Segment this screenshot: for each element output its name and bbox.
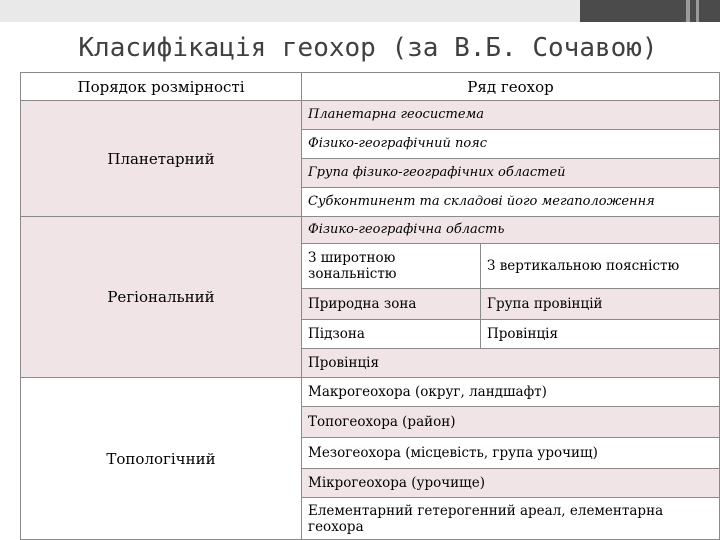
planetary-row: Група фізико-географічних областей — [301, 158, 720, 188]
planetary-row: Планетарна геосистема — [301, 100, 720, 130]
top-decorative-bar — [0, 0, 720, 22]
regional-latitudinal-header: З широтною зональністю — [301, 243, 481, 289]
category-planetary: Планетарний — [20, 100, 302, 217]
top-bar-stripe — [686, 0, 690, 22]
topological-row: Елементарний гетерогенний ареал, елементарна геохора — [301, 497, 720, 540]
column-header-order: Порядок розмірності — [20, 72, 302, 101]
planetary-row: Субконтинент та складові його мегаположення — [301, 187, 720, 217]
topological-row: Мікрогеохора (урочище) — [301, 468, 720, 498]
regional-zone-cell: Природна зона — [301, 288, 481, 320]
classification-table — [20, 72, 720, 540]
top-bar-stripe — [696, 0, 699, 22]
category-topological: Топологічний — [20, 377, 302, 540]
regional-bottom-row: Провінція — [301, 348, 720, 378]
regional-province-group-cell: Група провінцій — [480, 288, 720, 320]
planetary-row: Фізико-географічний пояс — [301, 129, 720, 159]
regional-province-cell: Провінція — [480, 319, 720, 349]
topological-row: Топогеохора (район) — [301, 406, 720, 438]
page-title: Класифікація геохор (за В.Б. Сочавою) — [78, 33, 658, 63]
top-bar-dark — [580, 0, 720, 22]
category-regional: Регіональний — [20, 216, 302, 378]
column-header-series: Ряд геохор — [301, 72, 720, 101]
regional-vertical-header: З вертикальною поясністю — [480, 243, 720, 289]
topological-row: Макрогеохора (округ, ландшафт) — [301, 377, 720, 407]
regional-subzone-cell: Підзона — [301, 319, 481, 349]
regional-area-row: Фізико-географічна область — [301, 216, 720, 244]
topological-row: Мезогеохора (місцевість, група урочищ) — [301, 437, 720, 469]
